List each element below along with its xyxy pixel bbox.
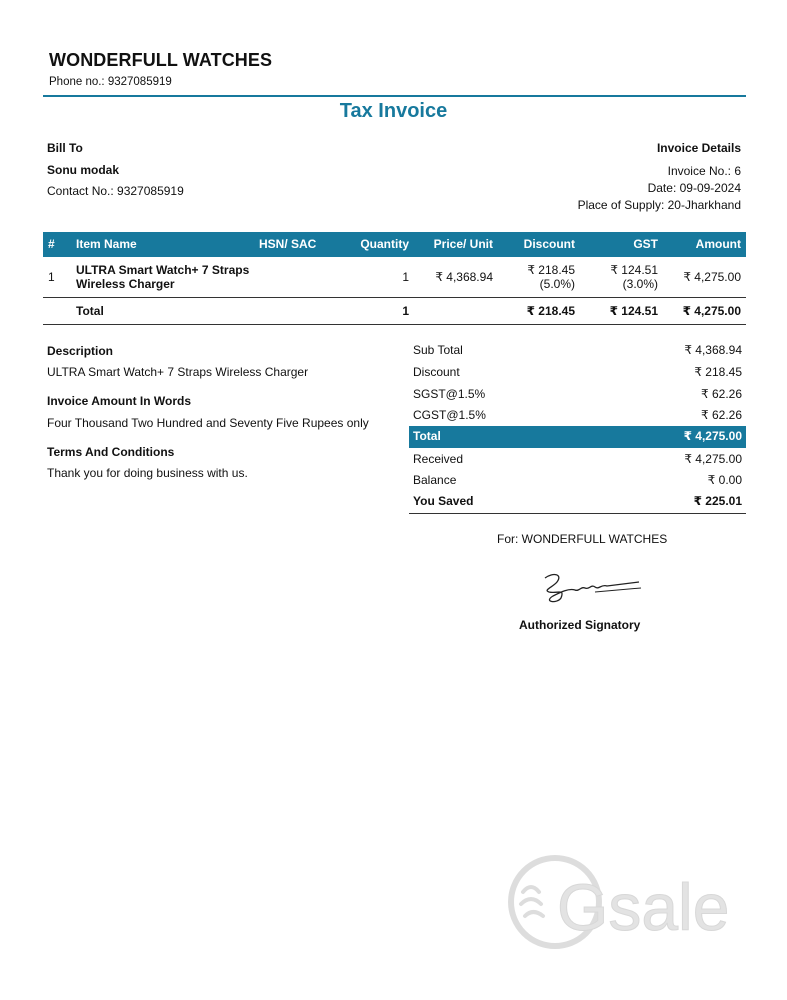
header-amount: Amount (695, 237, 741, 251)
discount-value: ₹ 218.45 (694, 365, 742, 379)
summary-you-saved (409, 491, 746, 512)
row-item-name-line1: ULTRA Smart Watch+ 7 Straps (76, 263, 250, 277)
header-hsn: HSN/ SAC (259, 237, 317, 251)
customer-name: Sonu modak (47, 163, 120, 177)
invoice-date: Date: 09-09-2024 (647, 181, 741, 195)
terms-text: Thank you for doing business with us. (47, 466, 248, 480)
description-text: ULTRA Smart Watch+ 7 Straps Wireless Charger (47, 365, 309, 379)
summary-total (409, 426, 746, 448)
header-index: # (48, 237, 55, 251)
total-divider (43, 324, 746, 325)
summary-total-value: ₹ 4,275.00 (683, 429, 742, 443)
summary-total-label: Total (413, 429, 441, 443)
row-price: ₹ 4,368.94 (435, 270, 493, 284)
terms-label: Terms And Conditions (47, 445, 175, 459)
header-divider (43, 95, 746, 97)
header-price: Price/ Unit (433, 237, 493, 251)
authorized-signatory: Authorized Signatory (519, 618, 641, 632)
place-of-supply: Place of Supply: 20-Jharkhand (577, 198, 741, 212)
summary-subtotal (409, 340, 746, 361)
sgst-label: SGST@1.5% (413, 387, 486, 401)
cgst-value: ₹ 62.26 (701, 408, 742, 422)
total-label: Total (76, 304, 104, 318)
row-discount: ₹ 218.45 (527, 263, 575, 277)
total-gst: ₹ 124.51 (609, 304, 658, 318)
summary-cgst (409, 405, 746, 426)
amount-words-text: Four Thousand Two Hundred and Seventy Five Rupees only (47, 416, 369, 430)
received-value: ₹ 4,275.00 (684, 452, 742, 466)
watermark-text: Gsale (557, 870, 730, 944)
total-quantity: 1 (402, 304, 409, 318)
summary-balance (409, 470, 746, 491)
row-item-name-line2: Wireless Charger (76, 277, 175, 291)
for-company: For: WONDERFULL WATCHES (497, 532, 668, 546)
you-saved-label: You Saved (413, 494, 474, 508)
summary-discount (409, 362, 746, 383)
description-label: Description (47, 344, 114, 358)
items-table-header (43, 232, 746, 257)
header-discount: Discount (523, 237, 575, 251)
balance-value: ₹ 0.00 (707, 473, 742, 487)
row-gst-pct: (3.0%) (622, 277, 658, 291)
you-saved-value: ₹ 225.01 (693, 494, 742, 508)
total-discount: ₹ 218.45 (526, 304, 575, 318)
row-divider (43, 297, 746, 298)
amount-words-label: Invoice Amount In Words (47, 394, 192, 408)
customer-contact: Contact No.: 9327085919 (47, 184, 184, 198)
row-quantity: 1 (402, 270, 409, 284)
total-amount: ₹ 4,275.00 (682, 304, 741, 318)
row-discount-pct: (5.0%) (539, 277, 575, 291)
invoice-details-label: Invoice Details (656, 141, 741, 155)
received-label: Received (413, 452, 464, 466)
company-phone: Phone no.: 9327085919 (49, 76, 172, 88)
header-item-name: Item Name (76, 237, 137, 251)
watermark-logo (505, 852, 745, 952)
cgst-label: CGST@1.5% (413, 408, 486, 422)
summary-divider (409, 513, 746, 514)
company-name: WONDERFULL WATCHES (49, 50, 273, 70)
row-amount: ₹ 4,275.00 (683, 270, 741, 284)
row-index: 1 (48, 270, 55, 284)
invoice-number: Invoice No.: 6 (667, 164, 741, 178)
summary-received (409, 449, 746, 470)
summary-sgst (409, 384, 746, 405)
subtotal-label: Sub Total (413, 343, 463, 357)
sgst-value: ₹ 62.26 (701, 387, 742, 401)
page-title: Tax Invoice (339, 100, 448, 122)
discount-label: Discount (413, 365, 460, 379)
subtotal-value: ₹ 4,368.94 (684, 343, 742, 357)
bill-to-label: Bill To (47, 141, 83, 155)
header-quantity: Quantity (360, 237, 409, 251)
gsale-watermark-icon (505, 852, 745, 952)
header-gst: GST (633, 237, 658, 251)
balance-label: Balance (413, 473, 457, 487)
row-gst: ₹ 124.51 (610, 263, 658, 277)
signature-image (535, 568, 645, 608)
